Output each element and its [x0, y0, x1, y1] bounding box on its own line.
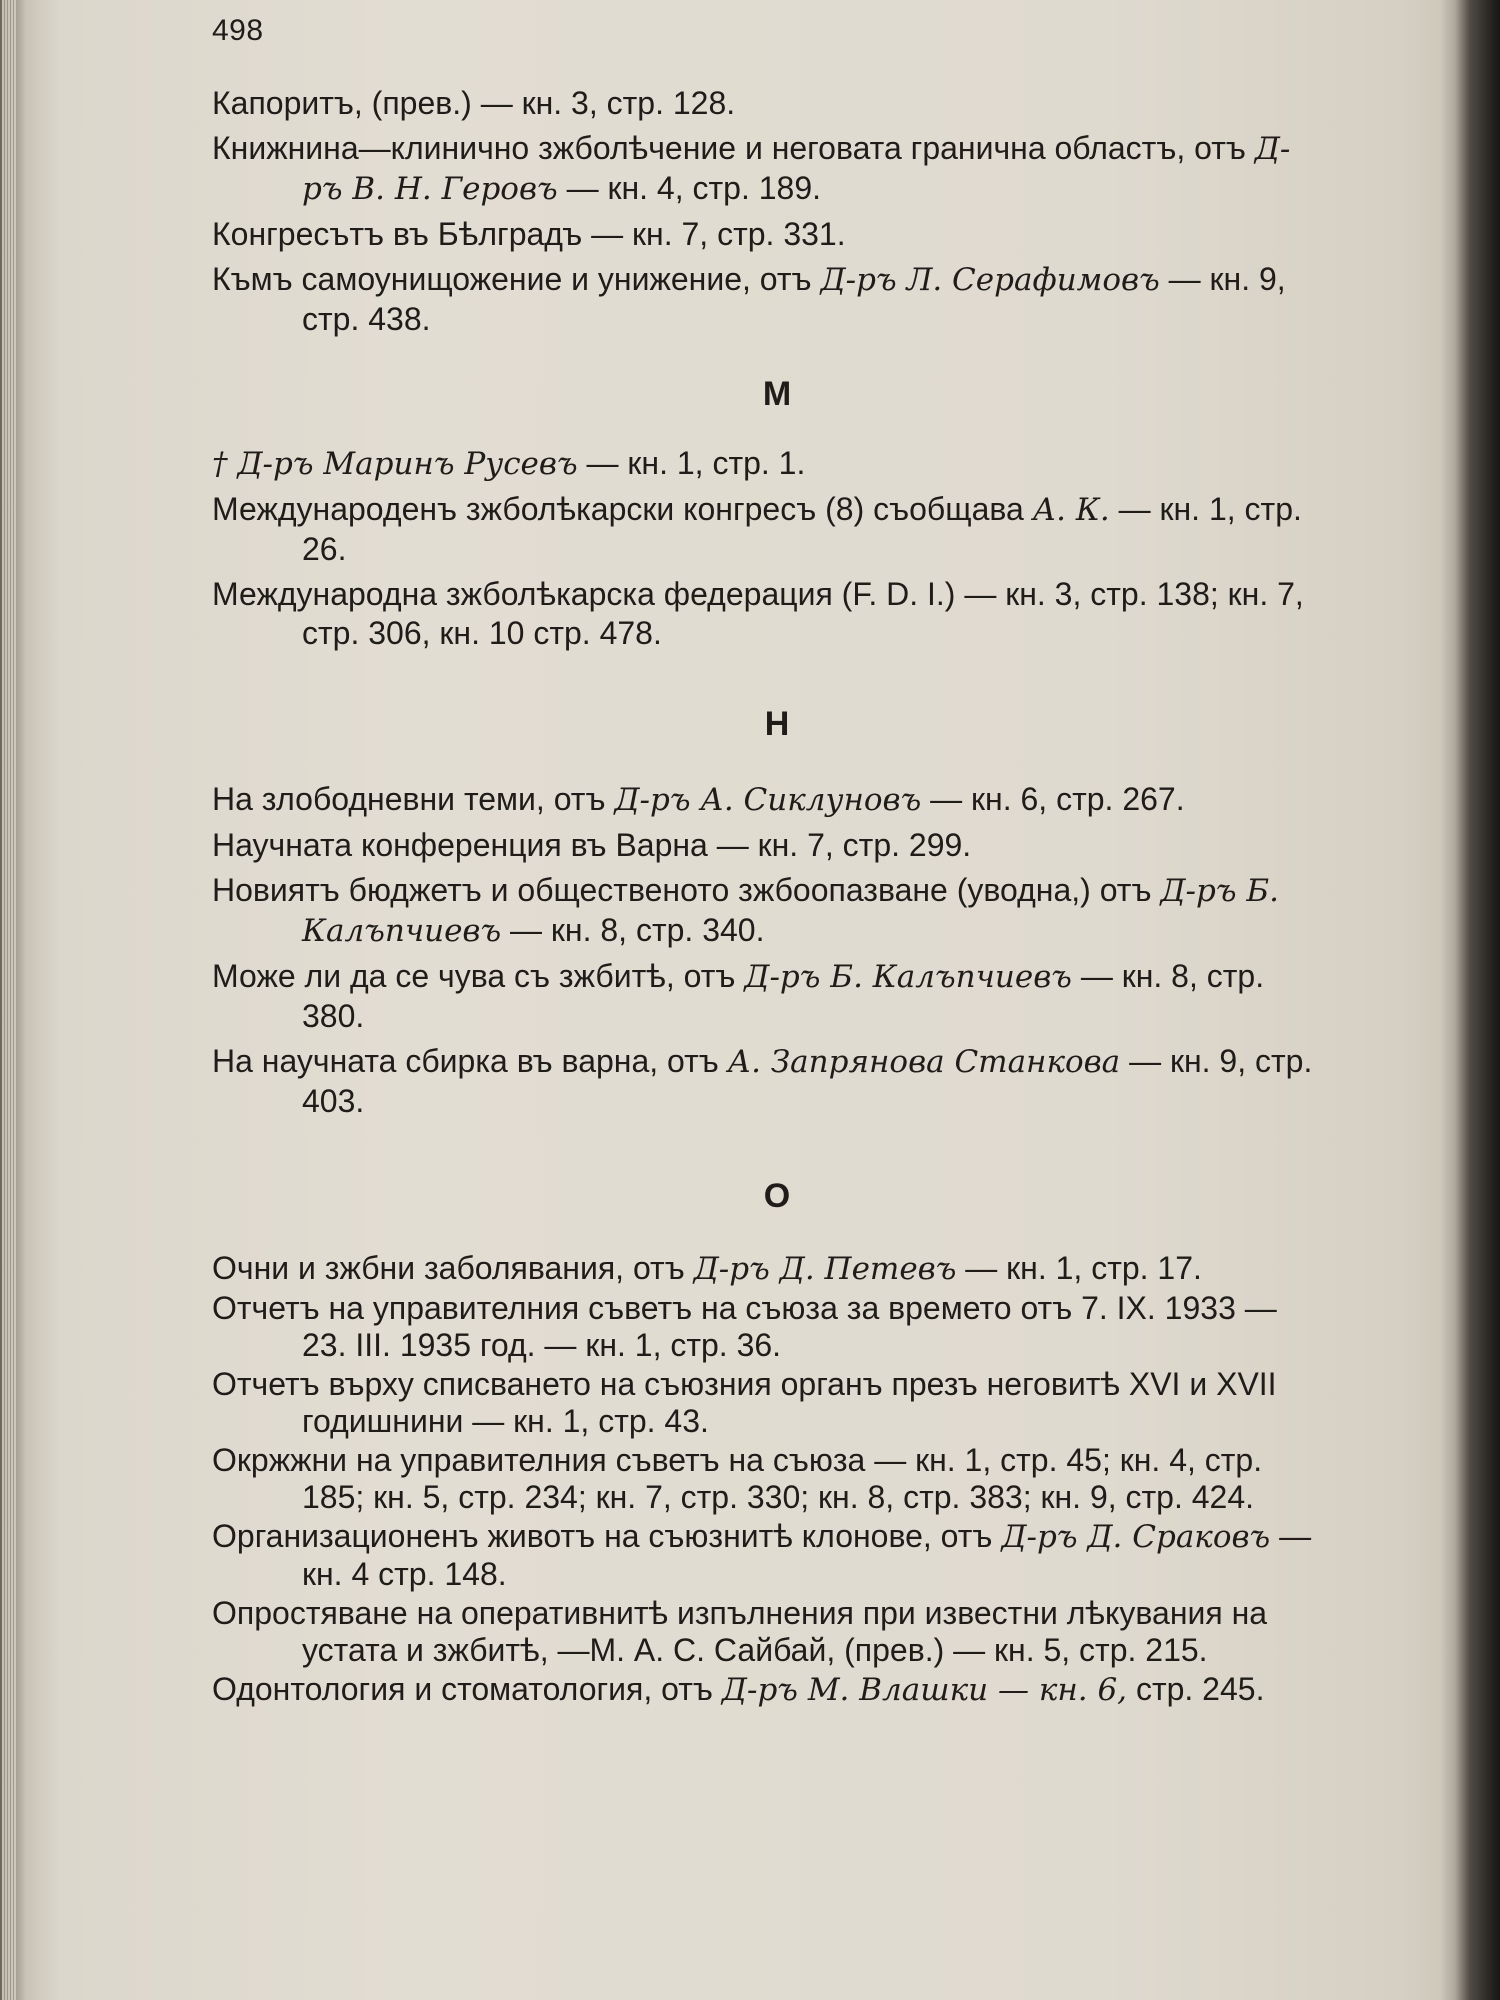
section-heading: О	[763, 1177, 791, 1215]
author-name: Д-ръ В. Н. Геровъ	[302, 131, 1291, 207]
index-entry: Къмъ самоунищожение и унижение, отъ Д-ръ Л. Серафимовъ — кн. 9, стр. 438.	[212, 261, 1286, 337]
index-entry: Новиятъ бюджетъ и общественото зжбоопазване (уводна,) отъ Д-ръ Б. Калъпчиевъ — кн. 8, стр. 340.	[212, 872, 1280, 949]
index-entry: Може ли да се чува съ зжбитѣ, отъ Д-ръ Б. Калъпчиевъ — кн. 8, стр. 380.	[212, 958, 1265, 1034]
index-entry: На злободневни теми, отъ Д-ръ А. Сиклуновъ — кн. 6, стр. 267.	[212, 781, 1185, 818]
index-entry: На научната сбирка въ варна, отъ А. Запрянова Станкова — кн. 9, стр. 403.	[212, 1043, 1313, 1119]
author-name: Д-ръ А. Сиклуновъ	[614, 782, 922, 818]
author-name: Д-ръ Б. Калъпчиевъ	[302, 873, 1280, 949]
section-k	[212, 84, 1322, 339]
section-n	[212, 705, 1322, 1121]
author-name: Д-ръ Д. Сраковъ	[1001, 1519, 1271, 1555]
index-entry: Научната конференция въ Варна — кн. 7, стр. 299.	[212, 827, 972, 863]
section-heading: Н	[764, 705, 790, 743]
section-m	[212, 375, 1322, 653]
author-name: Д-ръ Л. Серафимовъ	[820, 262, 1160, 298]
section-o	[212, 1177, 1322, 1709]
page-number: 498	[212, 14, 264, 47]
author-name: Д-ръ Д. Петевъ	[693, 1251, 957, 1287]
author-name: А. К.	[1032, 492, 1110, 528]
index-entry: Международна зжболѣкарска федерация (F. D. I.) — кн. 3, стр. 138; кн. 7, стр. 306, кн. 10 стр. 478.	[212, 576, 1304, 651]
author-name: А. Запрянова Станкова	[727, 1044, 1121, 1080]
section-heading: М	[762, 375, 792, 413]
index-entry: Очни и зжбни заболявания, отъ Д-ръ Д. Петевъ — кн. 1, стр. 17.	[212, 1250, 1202, 1287]
index-entry: Окржжни на управителния съветъ на съюза — кн. 1, стр. 45; кн. 4, стр. 185; кн. 5, стр. 234; кн. 7, стр. 330; кн. 8, стр. 383; кн. 9, стр. 424.	[212, 1442, 1263, 1515]
index-entry: Отчетъ на управителния съветъ на съюза за времето отъ 7. IX. 1933 — 23. III. 1935 год. — кн. 1, стр. 36.	[212, 1290, 1277, 1363]
index-entry: † Д-ръ Маринъ Русевъ — кн. 1, стр. 1.	[212, 445, 806, 482]
author-name: † Д-ръ Маринъ Русевъ	[212, 446, 578, 482]
index-entry: Конгресътъ въ Бѣлградъ — кн. 7, стр. 331.	[212, 216, 846, 252]
index-entry: Книжнина—клинично зжболѣчение и неговата гранична областъ, отъ Д-ръ В. Н. Геровъ — кн. 4, стр. 189.	[212, 130, 1291, 207]
binding-shadow	[1440, 0, 1500, 2000]
index-entry: Отчетъ върху списването на съюзния органъ презъ неговитѣ XVI и XVII годишнини — кн. 1, стр. 43.	[212, 1366, 1277, 1439]
author-name: Д-ръ Б. Калъпчиевъ	[744, 959, 1072, 995]
index-entry: Капоритъ, (прев.) — кн. 3, стр. 128.	[212, 85, 736, 121]
index-entry: Организационенъ животъ на съюзнитѣ клонове, отъ Д-ръ Д. Сраковъ — кн. 4 стр. 148.	[212, 1518, 1312, 1592]
index-entries	[212, 84, 1322, 1711]
index-entry: Одонтология и стоматология, отъ Д-ръ М. Влашки — кн. 6, стр. 245.	[212, 1671, 1265, 1708]
index-entry: Опростяване на оперативнитѣ изпълнения при известни лѣкувания на устата и зжбитѣ, —М. А. С. Сайбай, (прев.) — кн. 5, стр. 215.	[212, 1595, 1268, 1668]
author-name: Д-ръ М. Влашки — кн. 6,	[721, 1672, 1128, 1708]
index-entry: Международенъ зжболѣкарски конгресъ (8) съобщава А. К. — кн. 1, стр. 26.	[212, 491, 1302, 567]
